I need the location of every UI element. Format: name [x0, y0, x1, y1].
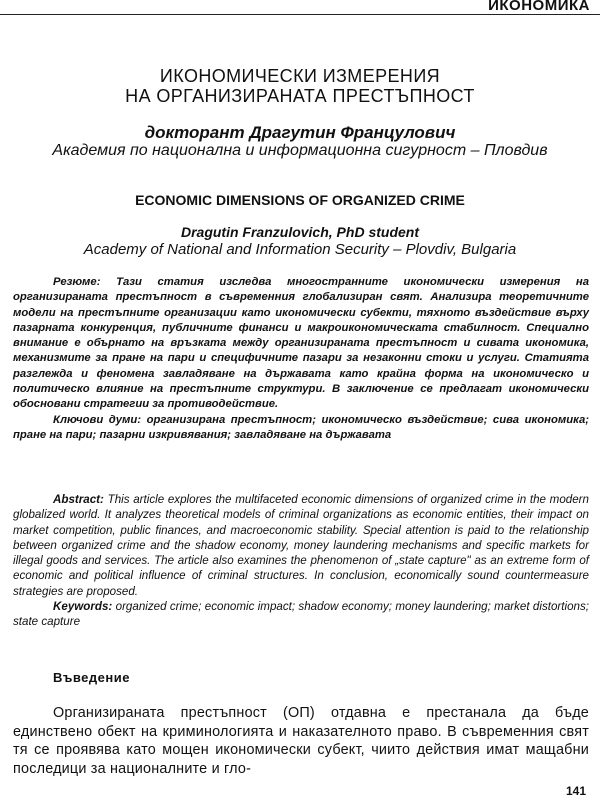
affiliation-en: Academy of National and Information Security – Plovdiv, Bulgaria [83, 241, 517, 258]
page-number: 141 [565, 784, 586, 798]
introduction-heading: Въведение [53, 670, 130, 685]
running-header [0, 0, 600, 15]
title-line-2: НА ОРГАНИЗИРАНАТА ПРЕСТЪПНОСТ [125, 86, 475, 106]
article-title-en: ECONOMIC DIMENSIONS OF ORGANIZED CRIME [135, 192, 465, 208]
keywords-en-paragraph [13, 599, 589, 630]
keywords-en-label: Keywords: [53, 600, 113, 614]
keywords-bg-paragraph [13, 413, 589, 444]
abstract-en [13, 492, 589, 630]
section-label: ИКОНОМИКА [488, 0, 590, 14]
keywords-bg-text: организирана престъпност; икономическо въздействие; сива икономика; пране на пари; пазарни изкривявания; завладяване на държавата [13, 413, 590, 441]
author-en: Dragutin Franzulovich, PhD student [180, 224, 419, 240]
affiliation-bg: Академия по национална и информационна сигурност – Пловдив [52, 142, 548, 159]
abstract-bg [13, 275, 589, 443]
abstract-en-label: Abstract: [53, 493, 104, 506]
abstract-en-text: This article explores the multifaceted economic dimensions of organized crime in the modern globalized world. It analyzes theoretical models of criminal organizations as economic entities, their impact on market competition, public finances, and macroeconomic stability. Special attention is paid to the relationship between organized crime and the shadow economy, money laundering mechanisms and specific markets for illegal goods and services. The article also examines the phenomenon of „state capture" as an extreme form of economic and political influence of criminal structures. In conclusion, economically sound countermeasure strategies are proposed. [13, 493, 589, 598]
keywords-en-text: organized crime; economic impact; shadow economy; money laundering; market distortions; state capture [13, 600, 589, 629]
article-title-bg [0, 66, 600, 106]
keywords-bg-label: Ключови думи: [53, 413, 142, 426]
abstract-bg-label: Резюме: [53, 276, 101, 288]
introduction-paragraph: Организираната престъпност (ОП) отдавна е престанала да бъде единствено обект на криминологията и наказателното право. В съвременния свят тя се проявява като мощен икономически субект, чиито действия имат мащабни последици за националните и гло- [13, 705, 589, 777]
author-bg: докторант Драгутин Францулович [144, 123, 456, 142]
abstract-bg-text: Тази статия изследва многостранните икономически измерения на организираната престъпност в съвременния глобализиран свят. Анализира теоретичните модели на престъпните организации като икономически субекти, тяхното въздействие върху пазарната конкуренция, публичните финанси и макроикономическата стабилност. Специално внимание е обърнато на връзката между организираната престъпност и сивата икономика, механизмите за пране на пари и специфичните пазари за незаконни стоки и услуги. Статията разглежда и феномена завладяване на държавата като крайна форма на икономическо и политическо влияние на престъпните структури. В заключение се предлагат икономически обосновани стратегии за противодействие. [13, 276, 590, 411]
title-line-1: ИКОНОМИЧЕСКИ ИЗМЕРЕНИЯ [159, 66, 441, 86]
abstract-en-paragraph [13, 492, 589, 599]
abstract-bg-paragraph [13, 275, 589, 413]
